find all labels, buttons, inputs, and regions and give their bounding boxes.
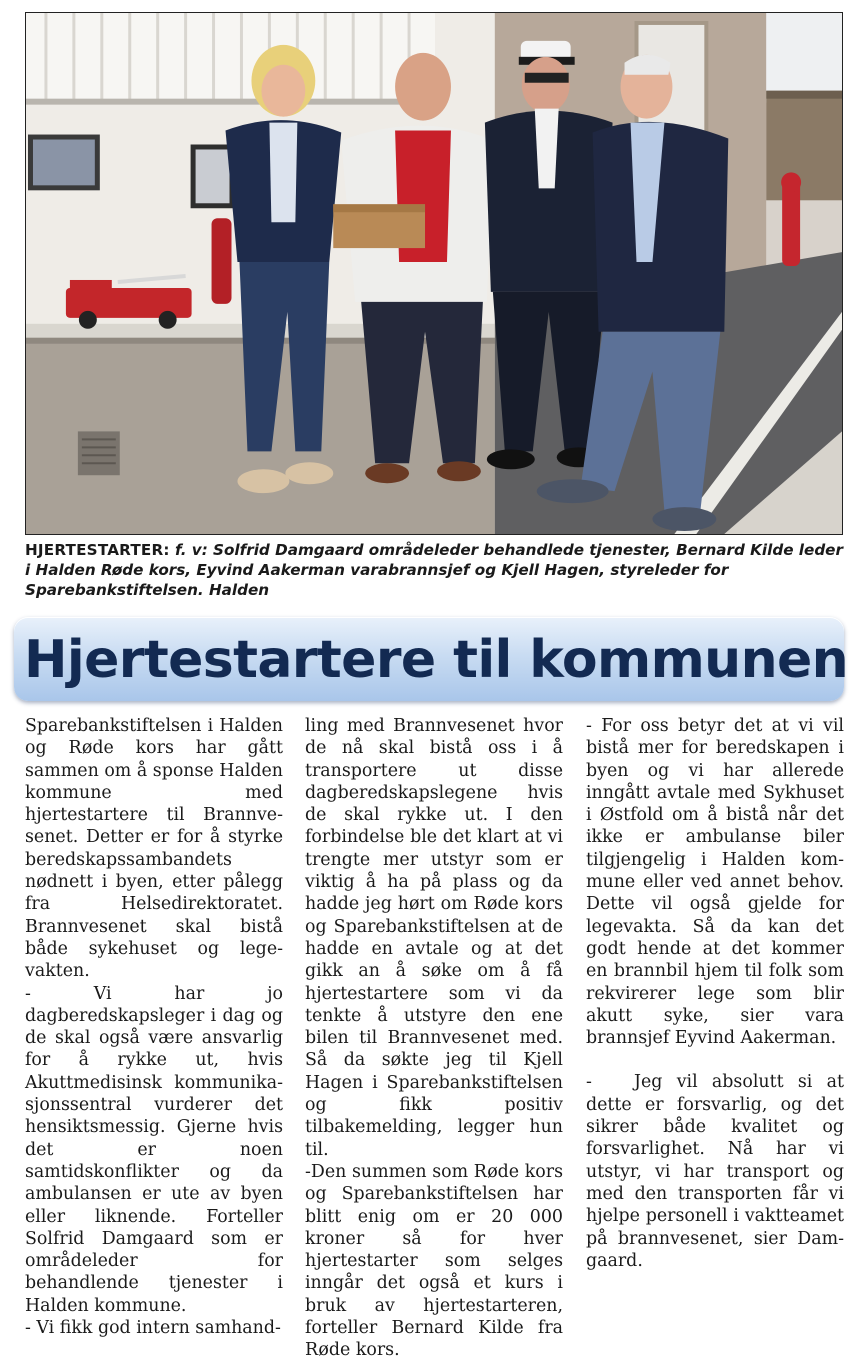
quote-dash: - <box>586 1072 592 1093</box>
paragraph-quote <box>586 1071 844 1272</box>
paragraph: - For oss betyr det at vi vil bistå mer for beredskapen i byen og vi har allerede inngått avtale med Sykhuset i Østfold om å bistå når det ikke er ambulanse biler tilgjengelig i Halden kommune eller ved annet behov. Dette vil også gjelde for legevakta. Så da kan det godt hende at det kommer en brannbil hjem til folk som rekvirerer lege som blir akutt syke, sier vara brannsjef Eyvind Aakerman. <box>586 716 844 1049</box>
article-photo <box>25 12 843 535</box>
article-column-1 <box>25 715 283 1339</box>
caption-text: f. v: Solfrid Damgaard områdeleder behandlede tjenester, Bernard Kilde leder i Halden Røde kors, Eyvind Aakerman varabrannsjef og Kjell Hagen, styreleder for Sparebankstiftelsen. Halden <box>25 541 843 599</box>
paragraph: -Den summen som Røde kors og Sparebankstiftelsen har blitt enig om er 20 000 kroner så for hver hjertestarter som selges inngår det også et kurs i bruk av hjertestarteren, forteller Bernard Kilde fra Røde kors. <box>305 1161 563 1361</box>
article-column-3 <box>586 715 844 1272</box>
paragraph-text: Jeg vil absolutt si at dette er forsvarlig, og det sikrer både kvalitet og forsvarlighet. Nå har vi utstyr, vi har transport og med den transporten får vi hjelpe personell i vaktteamet på brannvesenet, sier Damgaard. <box>586 1072 844 1271</box>
photo-illustration <box>26 13 842 534</box>
paragraph: Sparebankstiftelsen i Halden og Røde kors har gått sammen om å sponse Halden kommune med hjertestartere til Brannvesenet. Detter er for å styrke beredskapssambandets nødnett i byen, etter pålegg fra Helsedirektoratet. Brannvesenet skal bistå både sykehuset og legevakten. <box>25 716 283 982</box>
article-column-2 <box>305 715 563 1362</box>
paragraph: ling med Brannvesenet hvor de nå skal bistå oss i å transportere ut disse dagberedskapslegene hvis de skal rykke ut. I den forbindelse ble det klart at vi trengte mer utstyr som er viktig å ha på plass og da hadde jeg hørt om Røde kors og Sparebankstiftelsen at de hadde en avtale og at det gikk an å søke om å få hjertestartere som vi da tenkte å utstyre den ene bilen til Brannvesenet med. Så da søkte jeg til Kjell Hagen i Sparebankstiftelsen og fikk positiv tilbakemelding, legger hun til. <box>305 716 563 1160</box>
photo-caption <box>25 540 843 600</box>
paragraph: - Vi fikk god intern samhand- <box>25 1318 281 1339</box>
article-headline: Hjertestartere til kommunen <box>24 630 849 690</box>
caption-label: HJERTESTARTER: <box>25 541 170 559</box>
paragraph: - Vi har jo dagberedskapsleger i dag og de skal også være ansvarlig for å rykke ut, hvis Akuttmedisinsk kommunikasjonssentral vurderer det hensiktsmessig. Gjerne hvis det er noen samtidskonflikter og da ambulansen er ute av byen eller liknende. Forteller Solfrid Damgaard som er områdeleder for behandlende tjenester i Halden kommune. <box>25 983 283 1316</box>
